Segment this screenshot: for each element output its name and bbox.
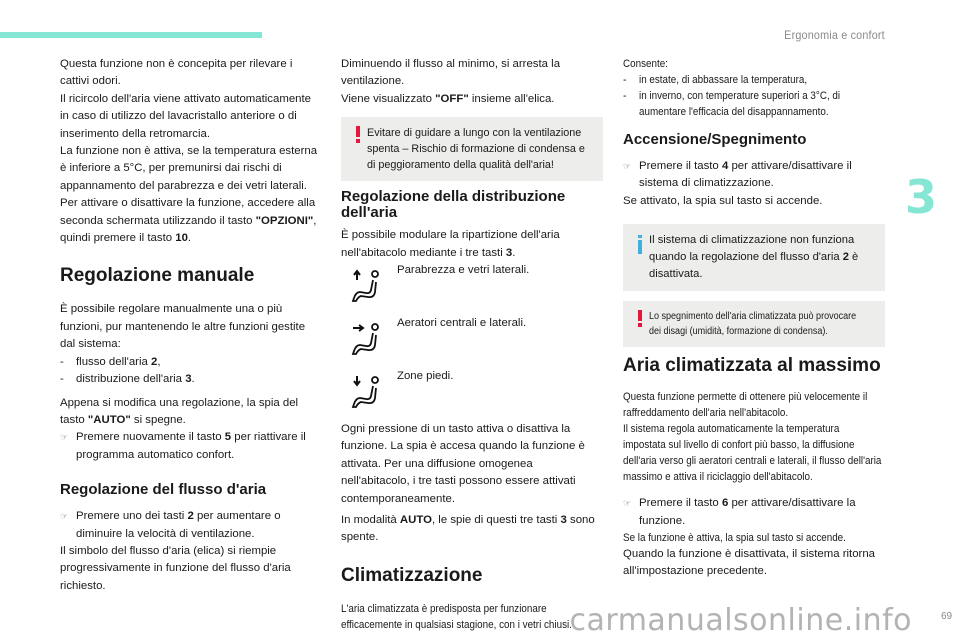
pointing-hand-icon: ☞ (60, 511, 69, 522)
step-item: ☞ Premere uno dei tasti 2 per aumentare o diminuire la velocità di ventilazione. (60, 508, 322, 543)
heading-flow: Regolazione del flusso d'aria (60, 481, 267, 499)
flow-text: Il simbolo del flusso d'aria (elica) si riempie progressivamente in funzione del flusso d'aria richiesto. (60, 544, 291, 592)
page-number: 69 (941, 611, 953, 622)
heading-climatizzazione: Climatizzazione (341, 564, 483, 586)
distribution-option-windscreen: Parabrezza e vetri laterali. (341, 262, 603, 315)
consente-label: Consente: (623, 58, 668, 70)
intro-text: Il ricircolo dell'aria viene attivato automaticamente in caso di utilizzo del lavacristallo anteriore o di inserimento della retromarcia. (60, 92, 311, 140)
list-item: - flusso dell'aria 2, (60, 355, 161, 368)
auto-text: Appena si modifica una regolazione, la spia del tasto "AUTO" si spegne. (60, 396, 299, 426)
seat-arrow-down-icon (341, 368, 397, 415)
intro-text: Per attivare o disattivare la funzione, accedere alla seconda schermata utilizzando il tasto "OPZIONI", quindi premere il tasto 10. (60, 197, 317, 245)
warning-note: Lo spegnimento dell'aria climatizzata può provocare dei disagi (umidità, formazione di condensa). (623, 301, 885, 347)
column-2 (341, 56, 603, 633)
step-item: ☞ Premere il tasto 6 per attivare/disattivare la funzione. (623, 495, 885, 530)
press-text: Ogni pressione di un tasto attiva o disattiva la funzione. La spia è accesa quando la funzione è attivata. Per una diffusione omogenea nell'abitacolo, i tre tasti possono essere attivati contemporaneamente. (341, 423, 585, 505)
ac-text: L'aria climatizzata è predisposta per funzionare efficacemente in qualsiasi stagione, con i vetri chiusi. (341, 602, 572, 631)
seat-arrow-up-icon (341, 262, 397, 309)
step-item: ☞ Premere il tasto 4 per attivare/disattivare il sistema di climatizzazione. (623, 158, 885, 193)
list-item: - in estate, di abbassare la temperatura, (623, 74, 808, 86)
pointing-hand-icon: ☞ (623, 498, 632, 509)
column-1 (60, 56, 322, 595)
pointing-hand-icon: ☞ (623, 161, 632, 171)
max-text: Quando la funzione è disattivata, il sistema ritorna all'impostazione precedente. (623, 548, 875, 578)
heading-onoff: Accensione/Spegnimento (623, 131, 807, 148)
warning-icon (356, 126, 360, 173)
list-item: - distribuzione dell'aria 3. (60, 373, 195, 386)
max-text: Il sistema regola automaticamente la temperatura impostata sul livello di confort più basso, la diffusione dell'aria verso gli aeratori centrali e laterali, il flusso dell'aria massimo e attiva il riciclaggio dell'abitacolo. (623, 423, 882, 484)
intro-text: La funzione non è attiva, se la temperatura esterna è inferiore a 5°C, per premunirsi dai rischi di appannamento del parabrezza e dei vetri laterali. (60, 145, 318, 192)
section-accent-bar (0, 32, 262, 38)
heading-manual: Regolazione manuale (60, 265, 255, 287)
max-text: Questa funzione permette di ottenere più velocemente il raffreddamento dell'aria nell'abitacolo. (623, 391, 868, 420)
auto-mode-text: In modalità AUTO, le spie di questi tre tasti 3 sono spente. (341, 514, 595, 544)
intro-text: Viene visualizzato "OFF" insieme all'elica. (341, 92, 555, 105)
intro-text: Questa funzione non è concepita per rilevare i cattivi odori. (60, 58, 293, 88)
onoff-text: Se attivato, la spia sul tasto si accende. (623, 194, 823, 207)
info-note: Il sistema di climatizzazione non funziona quando la regolazione del flusso d'aria 2 è disattivata. (623, 224, 885, 291)
info-icon (638, 233, 642, 283)
max-text: Se la funzione è attiva, la spia sul tasto si accende. (623, 532, 846, 545)
distribution-option-vents: Aeratori centrali e laterali. (341, 315, 603, 368)
step-item: ☞ Premere nuovamente il tasto 5 per riattivare il programma automatico confort. (60, 429, 322, 464)
seat-arrow-right-icon (341, 315, 397, 362)
distribution-option-feet: Zone piedi. (341, 368, 603, 421)
pointing-hand-icon: ☞ (60, 432, 69, 443)
list-item: - in inverno, con temperature superiori a 3°C, di aumentare l'efficacia del disappannamento. (623, 90, 841, 118)
distribution-text: È possibile modulare la ripartizione dell'aria nell'abitacolo mediante i tre tasti 3. (341, 229, 560, 259)
heading-distribution: Regolazione della distribuzione dell'aria (341, 188, 566, 222)
warning-note: Evitare di guidare a lungo con la ventilazione spenta – Rischio di formazione di condensa e di peggioramento della qualità dell'aria! (341, 117, 603, 181)
watermark: carmanualsonline.info (569, 603, 912, 638)
intro-text: Diminuendo il flusso al minimo, si arresta la ventilazione. (341, 58, 561, 88)
column-3 (623, 56, 885, 581)
warning-icon (638, 310, 642, 339)
section-title: Ergonomia e confort (784, 28, 885, 42)
manual-text: È possibile regolare manualmente una o più funzioni, pur mantenendo le altre funzioni gestite dal sistema: (60, 303, 306, 351)
heading-max-ac: Aria climatizzata al massimo (623, 355, 881, 377)
chapter-number: 3 (905, 170, 938, 224)
